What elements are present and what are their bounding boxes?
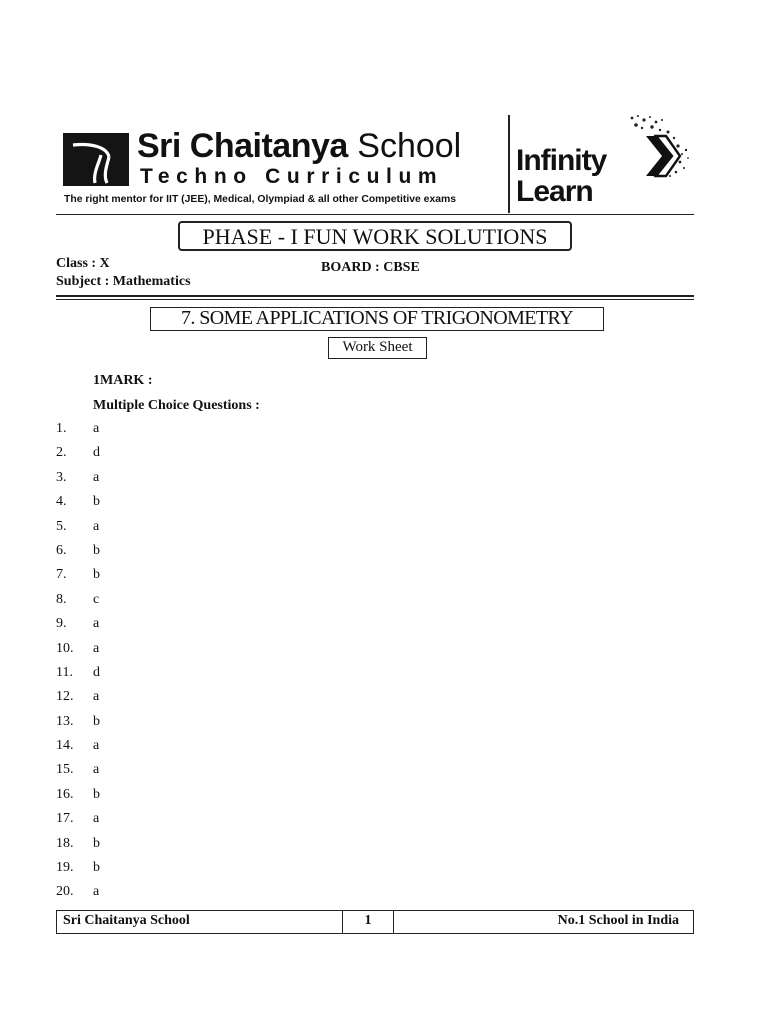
answer-row (56, 713, 356, 737)
answer-row (56, 591, 356, 615)
question-type-label: Multiple Choice Questions : (93, 398, 260, 413)
answer-number: 13. (56, 713, 74, 729)
answer-number: 11. (56, 664, 73, 680)
answer-row (56, 859, 356, 883)
worksheet-label: Work Sheet (328, 337, 427, 359)
answer-value: b (93, 713, 100, 729)
answer-value: a (93, 884, 100, 900)
answer-value: a (93, 518, 100, 534)
answer-row (56, 835, 356, 859)
brand-tagline: The right mentor for IIT (JEE), Medical, Olympiad & all other Competitive exams (64, 194, 457, 205)
answer-number: 3. (56, 469, 67, 485)
answer-value: a (93, 616, 100, 632)
answer-value: b (93, 567, 100, 583)
answer-number: 2. (56, 445, 67, 461)
header-divider (508, 115, 510, 213)
answer-number: 9. (56, 616, 67, 632)
answer-row (56, 542, 356, 566)
answer-row (56, 420, 356, 444)
answer-value: a (93, 811, 100, 827)
answer-value: b (93, 786, 100, 802)
answer-value: b (93, 835, 100, 851)
answer-row (56, 518, 356, 542)
answer-value: a (93, 469, 100, 485)
answer-number: 19. (56, 860, 74, 876)
footer-separator (393, 911, 394, 933)
sri-chaitanya-logo-icon (63, 133, 129, 186)
header-rule (56, 214, 694, 215)
answer-row (56, 566, 356, 590)
answer-number: 10. (56, 640, 74, 656)
answer-row (56, 810, 356, 834)
answer-value: b (93, 860, 100, 876)
answer-value: b (93, 542, 100, 558)
infinity-arrow-icon (612, 112, 692, 197)
page-footer (56, 910, 694, 934)
meta-rule-thick (56, 295, 694, 297)
page-number: 1 (364, 913, 372, 928)
brand-name-bold: Sri Chaitanya (137, 127, 348, 165)
brand-name-regular: School (357, 127, 462, 165)
meta-rule-thin (56, 299, 694, 300)
marks-label: 1MARK : (93, 373, 153, 388)
brand-subtitle: Techno Curriculum (140, 165, 444, 188)
answer-number: 4. (56, 494, 67, 510)
page-title: PHASE - I FUN WORK SOLUTIONS (178, 221, 572, 251)
answer-number: 18. (56, 835, 74, 851)
answer-row (56, 883, 356, 907)
answer-row (56, 786, 356, 810)
answer-number: 1. (56, 421, 67, 436)
board-label: BOARD : CBSE (321, 260, 420, 275)
answer-number: 20. (56, 884, 74, 900)
answer-value: a (93, 738, 100, 754)
answer-row (56, 761, 356, 785)
answer-number: 8. (56, 591, 67, 607)
answer-value: a (93, 762, 100, 778)
class-label: Class : X (56, 256, 110, 271)
partner-name-line1: Infinity (516, 144, 607, 177)
answer-value: b (93, 494, 100, 510)
footer-school-name: Sri Chaitanya School (63, 913, 190, 928)
subject-label: Subject : Mathematics (56, 274, 191, 289)
answer-value: a (93, 421, 100, 436)
answer-row (56, 444, 356, 468)
answer-value: d (93, 664, 100, 680)
answer-row (56, 615, 356, 639)
answer-row (56, 688, 356, 712)
answer-number: 15. (56, 762, 74, 778)
answer-number: 7. (56, 567, 67, 583)
answer-row (56, 737, 356, 761)
answer-number: 6. (56, 542, 67, 558)
chapter-title: 7. SOME APPLICATIONS OF TRIGONOMETRY (150, 307, 604, 331)
answer-number: 12. (56, 689, 74, 705)
answer-value: a (93, 689, 100, 705)
answer-value: c (93, 591, 100, 607)
answer-row (56, 469, 356, 493)
footer-slogan: No.1 School in India (557, 913, 679, 928)
answer-row (56, 640, 356, 664)
brand-name (137, 126, 461, 166)
answer-list (56, 420, 356, 908)
answer-row (56, 664, 356, 688)
answer-value: a (93, 640, 100, 656)
answer-value: d (93, 445, 100, 461)
answer-number: 5. (56, 518, 67, 534)
answer-row (56, 493, 356, 517)
partner-name-line2: Learn (516, 175, 593, 208)
answer-number: 17. (56, 811, 74, 827)
answer-number: 14. (56, 738, 74, 754)
answer-number: 16. (56, 786, 74, 802)
